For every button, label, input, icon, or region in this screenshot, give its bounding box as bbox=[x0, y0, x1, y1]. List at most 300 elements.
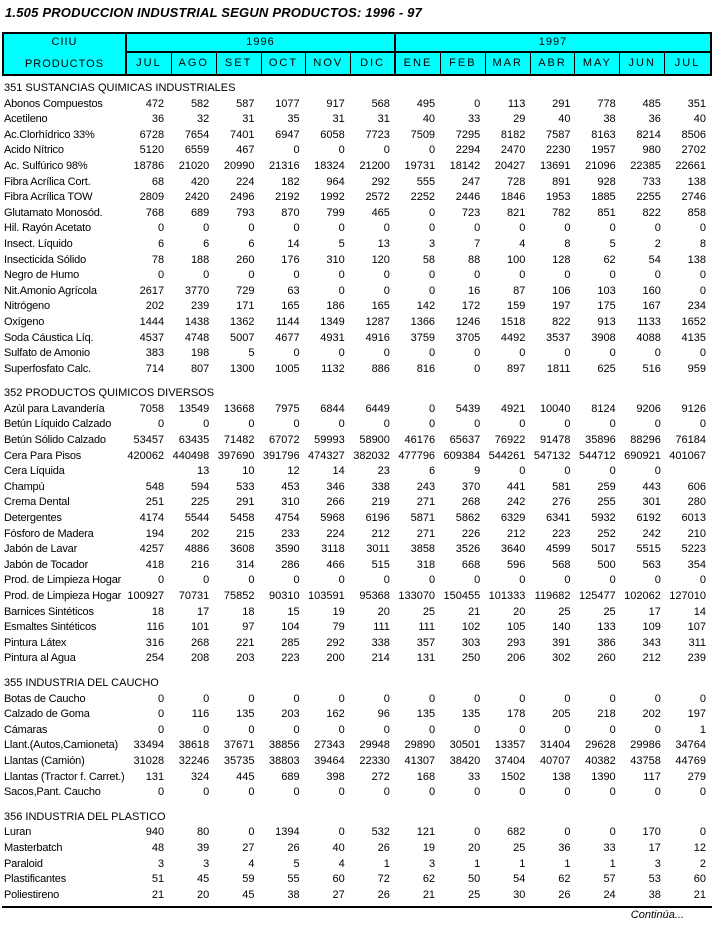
value-cell: 4921 bbox=[500, 402, 526, 415]
value-cell: 178 bbox=[507, 708, 526, 721]
value-cell: 3770 bbox=[184, 284, 210, 297]
value-cell: 24 bbox=[603, 888, 616, 901]
product-label: Crema Dental bbox=[4, 496, 70, 509]
value-cell: 0 bbox=[609, 692, 616, 705]
value-cell: 33 bbox=[467, 113, 481, 126]
value-cell: 78 bbox=[151, 253, 165, 266]
value-cell: 15 bbox=[287, 605, 300, 618]
value-cell: 18786 bbox=[133, 159, 165, 172]
product-label: Insect. Líquido bbox=[4, 237, 73, 250]
value-cell: 31404 bbox=[539, 739, 571, 752]
value-cell: 216 bbox=[190, 558, 210, 571]
value-cell: 4931 bbox=[320, 331, 345, 344]
value-cell: 6728 bbox=[139, 128, 165, 141]
value-cell: 19731 bbox=[404, 159, 436, 172]
value-cell: 48 bbox=[151, 841, 165, 854]
value-cell: 176 bbox=[281, 253, 300, 266]
value-cell: 17 bbox=[648, 841, 661, 854]
value-cell: 65637 bbox=[449, 434, 481, 447]
value-cell: 0 bbox=[699, 692, 706, 705]
value-cell: 171 bbox=[236, 300, 255, 313]
product-label: Fibra Acrílica Cort. bbox=[4, 175, 91, 188]
value-cell: 5871 bbox=[410, 512, 436, 525]
product-label: Champú bbox=[4, 480, 45, 493]
value-cell: 555 bbox=[416, 175, 436, 188]
section-header: 355 INDUSTRIA DEL CAUCHO bbox=[4, 676, 159, 689]
product-label: Prod. de Limpieza Hogar bbox=[4, 574, 122, 587]
table-row bbox=[2, 707, 712, 723]
value-cell: 6329 bbox=[500, 512, 526, 525]
value-cell: 0 bbox=[203, 574, 210, 587]
value-cell: 3 bbox=[654, 857, 661, 870]
value-cell: 12 bbox=[287, 465, 300, 478]
value-cell: 0 bbox=[699, 418, 706, 431]
value-cell: 7975 bbox=[275, 402, 300, 415]
value-cell: 14 bbox=[693, 605, 706, 618]
value-cell: 268 bbox=[190, 636, 210, 649]
product-label: Hil. Rayón Acetato bbox=[4, 222, 91, 235]
value-cell: 9206 bbox=[636, 402, 661, 415]
value-cell: 5 bbox=[248, 347, 255, 360]
product-label: Betún Sólido Calzado bbox=[4, 434, 106, 447]
value-cell: 3011 bbox=[366, 543, 390, 556]
value-cell: 0 bbox=[474, 362, 481, 375]
value-cell: 0 bbox=[474, 222, 481, 235]
value-cell: 27 bbox=[332, 888, 345, 901]
value-cell: 25 bbox=[422, 605, 436, 618]
value-cell: 202 bbox=[145, 300, 165, 313]
value-cell: 0 bbox=[383, 418, 390, 431]
value-cell: 30 bbox=[513, 888, 526, 901]
value-cell: 5458 bbox=[229, 512, 255, 525]
value-cell: 0 bbox=[338, 786, 345, 799]
value-cell: 338 bbox=[371, 480, 390, 493]
table-row bbox=[2, 112, 712, 128]
value-cell: 103591 bbox=[308, 590, 345, 602]
value-cell: 690921 bbox=[624, 449, 661, 462]
value-cell: 0 bbox=[293, 269, 300, 282]
product-label: Detergentes bbox=[4, 512, 62, 525]
product-label: Negro de Humo bbox=[4, 269, 80, 282]
value-cell: 36 bbox=[151, 113, 165, 126]
value-cell: 316 bbox=[145, 636, 165, 649]
value-cell: 897 bbox=[507, 362, 526, 375]
table-row bbox=[2, 888, 712, 904]
value-cell: 0 bbox=[338, 269, 345, 282]
table-row bbox=[2, 841, 712, 857]
value-cell: 3 bbox=[428, 857, 436, 870]
value-cell: 311 bbox=[688, 636, 706, 649]
table-row bbox=[2, 527, 712, 543]
value-cell: 0 bbox=[428, 723, 436, 736]
table-row bbox=[2, 857, 712, 873]
value-cell: 279 bbox=[687, 770, 706, 783]
value-cell: 29 bbox=[513, 113, 526, 126]
value-cell: 111 bbox=[373, 621, 390, 634]
value-cell: 172 bbox=[461, 300, 481, 313]
value-cell: 822 bbox=[642, 206, 661, 219]
product-label: Cámaras bbox=[4, 723, 48, 736]
table-row bbox=[2, 284, 712, 300]
value-cell: 234 bbox=[687, 300, 706, 313]
table-row bbox=[2, 206, 712, 222]
value-cell: 62 bbox=[422, 873, 436, 886]
value-cell: 0 bbox=[248, 222, 255, 235]
value-cell: 793 bbox=[236, 206, 255, 219]
value-cell: 251 bbox=[145, 496, 165, 509]
value-cell: 0 bbox=[338, 222, 345, 235]
value-cell: 13 bbox=[377, 237, 390, 250]
value-cell: 0 bbox=[293, 418, 300, 431]
product-label: Llantas (Tractor f. Carret.) bbox=[4, 770, 125, 783]
value-cell: 1 bbox=[474, 857, 481, 870]
value-cell: 515 bbox=[371, 558, 390, 571]
value-cell: 0 bbox=[248, 786, 255, 799]
value-cell: 420 bbox=[190, 175, 210, 188]
value-cell: 35735 bbox=[223, 754, 255, 767]
value-cell: 0 bbox=[203, 222, 210, 235]
value-cell: 13357 bbox=[494, 739, 526, 752]
value-cell: 821 bbox=[507, 206, 526, 219]
value-cell: 467 bbox=[236, 144, 255, 157]
value-cell: 0 bbox=[428, 418, 436, 431]
value-cell: 3 bbox=[428, 237, 436, 250]
product-label: Barnices Sintéticos bbox=[4, 605, 94, 618]
value-cell: 3759 bbox=[410, 331, 436, 344]
value-cell: 242 bbox=[642, 527, 661, 540]
value-cell: 3526 bbox=[455, 543, 481, 556]
product-label: Acetileno bbox=[4, 113, 48, 126]
value-cell: 104 bbox=[281, 621, 300, 634]
value-cell: 27 bbox=[242, 841, 255, 854]
value-cell: 43758 bbox=[630, 754, 661, 767]
value-cell: 35896 bbox=[585, 434, 616, 447]
value-cell: 198 bbox=[190, 347, 210, 360]
value-cell: 6844 bbox=[320, 402, 345, 415]
value-cell: 3640 bbox=[500, 543, 526, 556]
product-label: Insecticida Sólido bbox=[4, 253, 87, 266]
value-cell: 2294 bbox=[455, 144, 481, 157]
value-cell: 0 bbox=[158, 574, 165, 587]
value-cell: 0 bbox=[293, 347, 300, 360]
product-label: Llant.(Autos,Camioneta) bbox=[4, 739, 119, 752]
value-cell: 31028 bbox=[133, 754, 165, 767]
product-label: Sulfato de Amonio bbox=[4, 347, 90, 360]
value-cell: 351 bbox=[687, 97, 706, 110]
value-cell: 33 bbox=[603, 841, 616, 854]
value-cell: 0 bbox=[158, 708, 165, 721]
value-cell: 107 bbox=[687, 621, 706, 634]
value-cell: 22385 bbox=[630, 159, 661, 172]
product-label: Oxígeno bbox=[4, 315, 45, 328]
value-cell: 140 bbox=[552, 621, 571, 634]
value-cell: 210 bbox=[687, 527, 706, 540]
value-cell: 29986 bbox=[630, 739, 661, 752]
value-cell: 18 bbox=[151, 605, 165, 618]
value-cell: 0 bbox=[203, 786, 210, 799]
value-cell: 891 bbox=[552, 175, 571, 188]
value-cell: 55 bbox=[287, 873, 300, 886]
value-cell: 182 bbox=[281, 175, 300, 188]
value-cell: 38 bbox=[287, 888, 300, 901]
value-cell: 135 bbox=[416, 708, 436, 721]
value-cell: 913 bbox=[597, 315, 616, 328]
value-cell: 0 bbox=[474, 574, 481, 587]
value-cell: 200 bbox=[326, 652, 345, 665]
value-cell: 88296 bbox=[630, 434, 661, 447]
product-label: Llantas (Camión) bbox=[4, 754, 85, 767]
value-cell: 113 bbox=[507, 97, 526, 110]
value-cell: 0 bbox=[609, 826, 616, 839]
value-cell: 0 bbox=[654, 465, 661, 478]
value-cell: 0 bbox=[293, 692, 300, 705]
value-cell: 138 bbox=[687, 175, 706, 188]
value-cell: 851 bbox=[597, 206, 616, 219]
value-cell: 3705 bbox=[455, 331, 481, 344]
value-cell: 31 bbox=[377, 113, 390, 126]
value-cell: 5862 bbox=[455, 512, 481, 525]
value-cell: 138 bbox=[552, 770, 571, 783]
value-cell: 0 bbox=[293, 574, 300, 587]
value-cell: 101333 bbox=[488, 590, 526, 602]
value-cell: 0 bbox=[383, 574, 390, 587]
value-cell: 4257 bbox=[139, 543, 165, 556]
value-cell: 31 bbox=[332, 113, 345, 126]
value-cell: 203 bbox=[236, 652, 255, 665]
value-cell: 940 bbox=[145, 826, 165, 839]
value-cell: 0 bbox=[519, 269, 526, 282]
value-cell: 0 bbox=[293, 222, 300, 235]
value-cell: 2255 bbox=[636, 191, 661, 204]
value-cell: 206 bbox=[507, 652, 526, 665]
value-cell: 62 bbox=[558, 873, 571, 886]
value-cell: 20990 bbox=[223, 159, 255, 172]
value-cell: 26 bbox=[377, 888, 390, 901]
value-cell: 625 bbox=[597, 362, 616, 375]
value-cell: 0 bbox=[609, 723, 616, 736]
value-cell: 5 bbox=[293, 857, 300, 870]
value-cell: 7509 bbox=[410, 128, 436, 141]
value-cell: 9 bbox=[474, 465, 481, 478]
table-row bbox=[2, 872, 712, 888]
value-cell: 420062 bbox=[127, 449, 165, 462]
header-month-cell: DIC bbox=[351, 53, 396, 74]
product-label: Betún Líquido Calzado bbox=[4, 418, 112, 431]
value-cell: 38803 bbox=[269, 754, 300, 767]
value-cell: 5 bbox=[609, 237, 616, 250]
product-label: Acido Nítrico bbox=[4, 144, 64, 157]
value-cell: 0 bbox=[428, 269, 436, 282]
value-cell: 1300 bbox=[229, 362, 255, 375]
value-cell: 8124 bbox=[591, 402, 616, 415]
value-cell: 338 bbox=[371, 636, 390, 649]
value-cell: 0 bbox=[158, 723, 165, 736]
value-cell: 116 bbox=[146, 621, 165, 634]
value-cell: 472 bbox=[145, 97, 165, 110]
value-cell bbox=[667, 464, 712, 480]
product-label: Cera Para Pisos bbox=[4, 449, 82, 462]
value-cell: 243 bbox=[416, 480, 436, 493]
table-row bbox=[2, 589, 712, 605]
section-header: 356 INDUSTRIA DEL PLASTICO bbox=[4, 810, 166, 823]
value-cell: 1992 bbox=[320, 191, 345, 204]
value-cell: 10040 bbox=[539, 402, 571, 415]
value-cell: 6 bbox=[158, 237, 165, 250]
value-cell: 26 bbox=[377, 841, 390, 854]
value-cell: 587 bbox=[236, 97, 255, 110]
table-row bbox=[2, 143, 712, 159]
value-cell: 5544 bbox=[184, 512, 210, 525]
value-cell: 0 bbox=[609, 465, 616, 478]
page-title: 1.505 PRODUCCION INDUSTRIAL SEGUN PRODUCTOS: 1996 - 97 bbox=[5, 5, 423, 20]
value-cell: 343 bbox=[642, 636, 661, 649]
value-cell: 266 bbox=[326, 496, 345, 509]
value-cell: 397690 bbox=[217, 449, 255, 462]
value-cell: 38420 bbox=[449, 754, 481, 767]
value-cell: 0 bbox=[474, 269, 481, 282]
section-header: 352 PRODUCTOS QUIMICOS DIVERSOS bbox=[4, 387, 215, 400]
value-cell: 8214 bbox=[636, 128, 661, 141]
value-cell: 689 bbox=[281, 770, 300, 783]
value-cell: 197 bbox=[552, 300, 571, 313]
value-cell: 6559 bbox=[184, 144, 210, 157]
value-cell: 324 bbox=[190, 770, 210, 783]
value-cell: 2252 bbox=[410, 191, 436, 204]
value-cell: 260 bbox=[597, 652, 616, 665]
value-cell: 443 bbox=[642, 480, 661, 493]
header-month-cell: JUN bbox=[620, 53, 665, 74]
header-month-cell: MAY bbox=[575, 53, 620, 74]
value-cell: 109 bbox=[642, 621, 661, 634]
value-cell: 59 bbox=[242, 873, 255, 886]
value-cell: 7 bbox=[474, 237, 481, 250]
value-cell: 208 bbox=[190, 652, 210, 665]
value-cell: 858 bbox=[687, 206, 706, 219]
value-cell: 31 bbox=[242, 113, 255, 126]
value-cell: 1366 bbox=[410, 315, 436, 328]
header-month-cell: NOV bbox=[306, 53, 351, 74]
table-row bbox=[2, 315, 712, 331]
value-cell: 41307 bbox=[404, 754, 436, 767]
value-cell: 0 bbox=[474, 97, 481, 110]
value-cell: 0 bbox=[203, 723, 210, 736]
product-label: Plastificantes bbox=[4, 873, 67, 886]
value-cell: 223 bbox=[552, 527, 571, 540]
value-cell: 34764 bbox=[675, 739, 706, 752]
value-cell: 12 bbox=[693, 841, 706, 854]
header-year-1997: 1997 bbox=[396, 34, 710, 53]
value-cell: 5120 bbox=[139, 144, 165, 157]
value-cell: 21 bbox=[422, 888, 436, 901]
value-cell: 223 bbox=[281, 652, 300, 665]
value-cell: 0 bbox=[428, 347, 436, 360]
value-cell: 8 bbox=[564, 237, 571, 250]
value-cell: 58 bbox=[422, 253, 436, 266]
value-cell: 21 bbox=[693, 888, 706, 901]
value-cell: 29890 bbox=[404, 739, 436, 752]
product-label: Nitrógeno bbox=[4, 300, 50, 313]
value-cell: 0 bbox=[519, 465, 526, 478]
value-cell: 401067 bbox=[669, 449, 706, 462]
value-cell: 0 bbox=[158, 786, 165, 799]
value-cell: 822 bbox=[552, 315, 571, 328]
product-label: Sacos,Pant. Caucho bbox=[4, 786, 101, 799]
value-cell: 2192 bbox=[275, 191, 300, 204]
value-cell: 1438 bbox=[184, 315, 210, 328]
table-row bbox=[2, 573, 712, 589]
value-cell: 383 bbox=[145, 347, 165, 360]
value-cell: 386 bbox=[597, 636, 616, 649]
value-cell: 260 bbox=[236, 253, 255, 266]
value-cell: 382032 bbox=[353, 449, 390, 462]
value-cell: 0 bbox=[654, 347, 661, 360]
value-cell: 46176 bbox=[404, 434, 436, 447]
value-cell: 370 bbox=[461, 480, 481, 493]
product-label: Masterbatch bbox=[4, 841, 63, 854]
value-cell: 21200 bbox=[359, 159, 390, 172]
value-cell: 8182 bbox=[500, 128, 526, 141]
value-cell: 0 bbox=[248, 826, 255, 839]
value-cell: 1811 bbox=[546, 362, 571, 375]
value-cell: 596 bbox=[507, 558, 526, 571]
table-row bbox=[2, 825, 712, 841]
value-cell: 116 bbox=[191, 708, 210, 721]
value-cell: 870 bbox=[281, 206, 300, 219]
value-cell: 453 bbox=[281, 480, 300, 493]
value-cell: 0 bbox=[564, 269, 571, 282]
value-cell: 7295 bbox=[455, 128, 481, 141]
table-body bbox=[2, 76, 712, 908]
value-cell: 7587 bbox=[546, 128, 571, 141]
value-cell: 5439 bbox=[455, 402, 481, 415]
value-cell: 33494 bbox=[133, 739, 165, 752]
value-cell: 45 bbox=[242, 888, 255, 901]
table-row bbox=[2, 362, 712, 378]
value-cell: 233 bbox=[281, 527, 300, 540]
value-cell: 0 bbox=[338, 692, 345, 705]
header-month-cell: JUL bbox=[674, 57, 701, 69]
value-cell: 0 bbox=[519, 222, 526, 235]
value-cell: 0 bbox=[654, 786, 661, 799]
value-cell: 53 bbox=[648, 873, 661, 886]
value-cell: 6 bbox=[203, 237, 210, 250]
value-cell: 67072 bbox=[269, 434, 300, 447]
value-cell: 1444 bbox=[139, 315, 165, 328]
value-cell: 291 bbox=[236, 496, 255, 509]
table-row bbox=[2, 770, 712, 786]
value-cell: 0 bbox=[158, 692, 165, 705]
value-cell: 4886 bbox=[184, 543, 210, 556]
value-cell: 60 bbox=[693, 873, 706, 886]
value-cell: 0 bbox=[338, 826, 345, 839]
value-cell: 26 bbox=[287, 841, 300, 854]
value-cell: 202 bbox=[642, 708, 661, 721]
value-cell: 1846 bbox=[500, 191, 526, 204]
value-cell: 2496 bbox=[229, 191, 255, 204]
table-row bbox=[2, 542, 712, 558]
value-cell: 291 bbox=[552, 97, 571, 110]
value-cell: 14 bbox=[287, 237, 300, 250]
value-cell: 54 bbox=[648, 253, 661, 266]
value-cell: 0 bbox=[519, 574, 526, 587]
value-cell: 1133 bbox=[637, 315, 661, 328]
value-cell: 0 bbox=[428, 692, 436, 705]
value-cell: 159 bbox=[507, 300, 526, 313]
product-label: Botas de Caucho bbox=[4, 692, 86, 705]
value-cell: 474327 bbox=[308, 449, 345, 462]
value-cell: 310 bbox=[326, 253, 345, 266]
value-cell: 125477 bbox=[578, 590, 616, 602]
